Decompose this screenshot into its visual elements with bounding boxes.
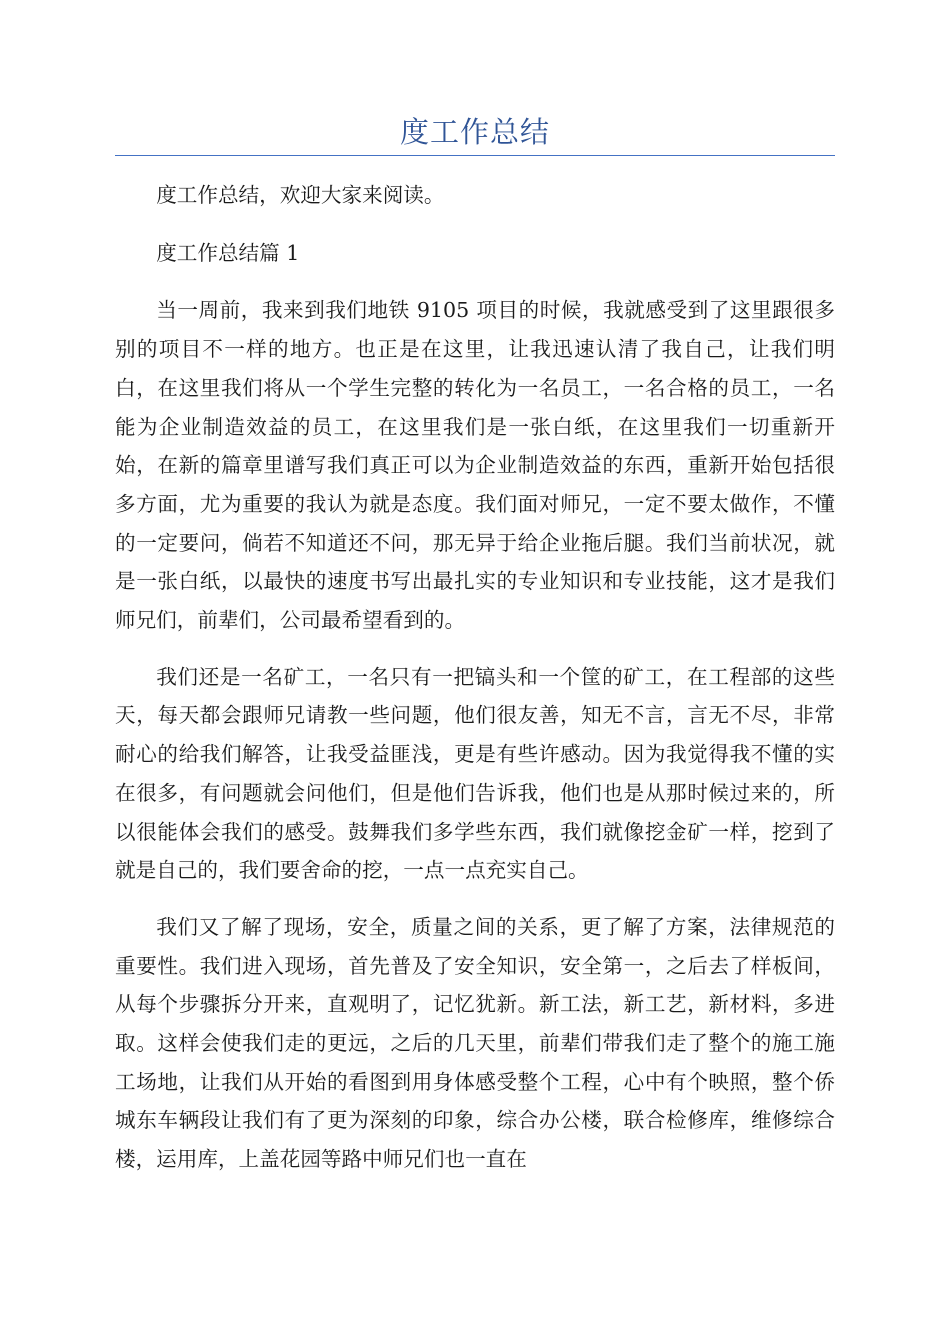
document-body (115, 176, 835, 1197)
document-title: 度工作总结 (399, 115, 550, 149)
intro-paragraph: 度工作总结，欢迎大家来阅读。 (156, 183, 445, 207)
body-paragraph-1: 当一周前，我来到我们地铁 9105 项目的时候，我就感受到了这里跟很多别的项目不一样的地方。也正是在这里，让我迅速认清了我自己，让我们明白，在这里我们将从一个学生完整的转化为一名员工，一名合格的员工，一名能为企业制造效益的员工，在这里我们是一张白纸，在这里我们一切重新开始，在新的篇章里谱写我们真正可以为企业制造效益的东西，重新开始包括很多方面，尤为重要的我认为就是态度。我们面对师兄，一定不要太做作，不懂的一定要问，倘若不知道还不问，那无异于给企业拖后腿。我们当前状况，就是一张白纸，以最快的速度书写出最扎实的专业知识和专业技能，这才是我们师兄们，前辈们，公司最希望看到的。 (115, 298, 835, 633)
title-underline (115, 155, 835, 156)
body-paragraph-3: 我们又了解了现场，安全，质量之间的关系，更了解了方案，法律规范的重要性。我们进入现场，首先普及了安全知识，安全第一，之后去了样板间，从每个步骤拆分开来，直观明了，记忆犹新。新工法，新工艺，新材料，多进取。这样会使我们走的更远，之后的几天里，前辈们带我们走了整个的施工施工场地，让我们从开始的看图到用身体感受整个工程，心中有个映照，整个侨城东车辆段让我们有了更为深刻的印象，综合办公楼，联合检修库，维修综合楼，运用库，上盖花园等路中师兄们也一直在 (115, 914, 835, 1172)
body-paragraph-2: 我们还是一名矿工，一名只有一把镐头和一个筐的矿工，在工程部的这些天，每天都会跟师兄请教一些问题，他们很友善，知无不言，言无不尽，非常耐心的给我们解答，让我受益匪浅，更是有些许感动。因为我觉得我不懂的实在很多，有问题就会问他们，但是他们告诉我，他们也是从那时候过来的，所以很能体会我们的感受。鼓舞我们多学些东西，我们就像挖金矿一样，挖到了就是自己的，我们要舍命的挖，一点一点充实自己。 (115, 664, 835, 883)
section-heading: 度工作总结篇 1 (156, 240, 300, 265)
